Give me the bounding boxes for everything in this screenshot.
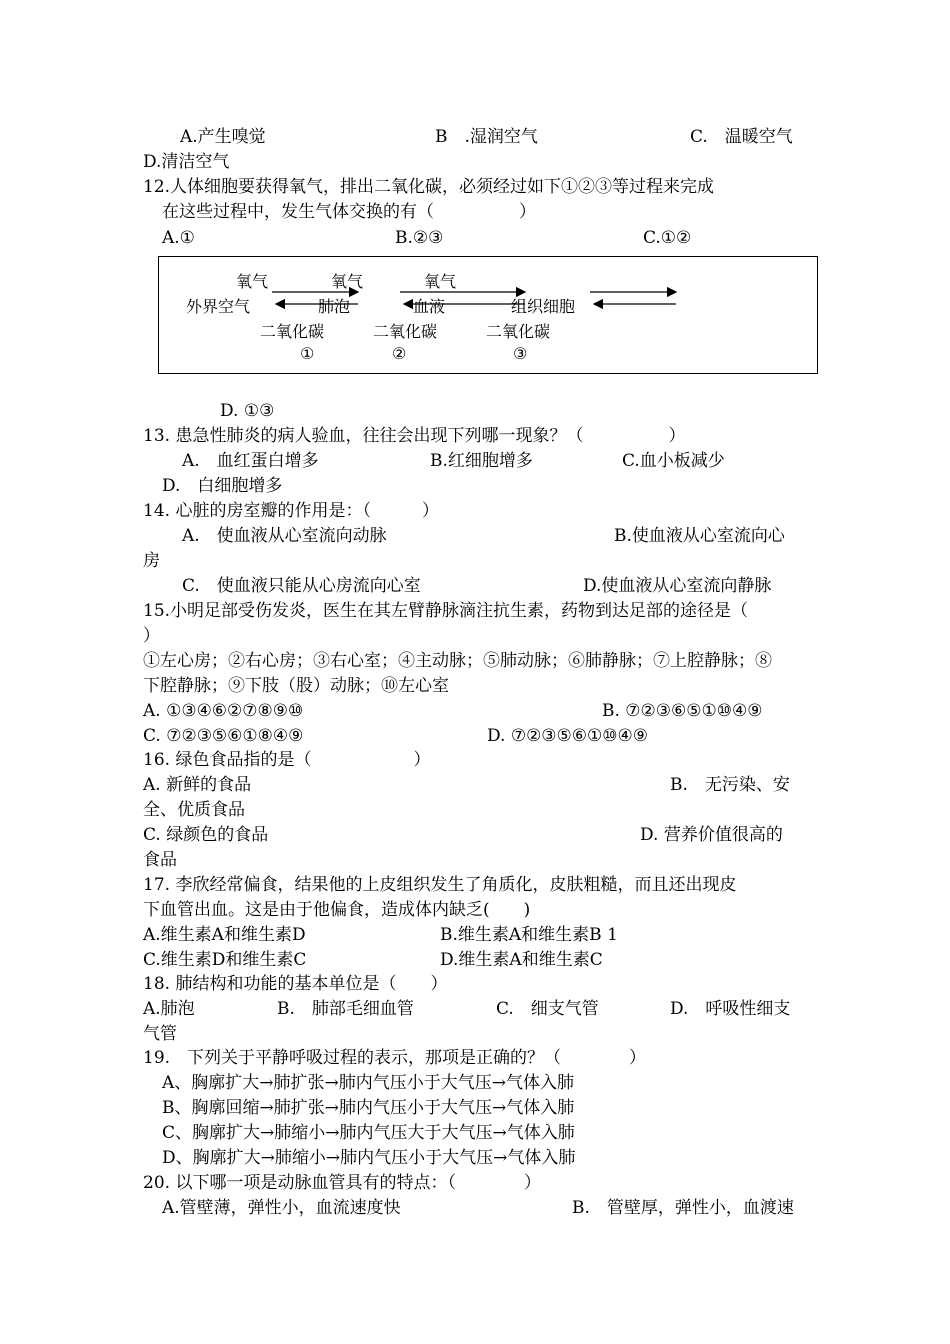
q13-option-c: C.血小板减少 xyxy=(622,451,725,471)
diagram-tissue-cells: 组织细胞 xyxy=(511,297,576,316)
q14-option-a: A. 使血液从心室流向动脉 xyxy=(182,526,387,546)
q14-option-b: B.使血液从心室流向心 xyxy=(614,526,785,546)
q13-option-d: D. 白细胞增多 xyxy=(162,476,283,496)
q20-option-a: A.管壁薄，弹性小，血流速度快 xyxy=(162,1198,401,1218)
q12-option-c: C.①② xyxy=(643,228,692,248)
q19-option-a: A、胸廓扩大→肺扩张→肺内气压小于大气压→气体入肺 xyxy=(162,1073,575,1093)
q20-stem: 20. 以下哪一项是动脉血管具有的特点：（ ） xyxy=(143,1173,541,1193)
q15-option-c: C. ⑦②③⑤⑥①⑧④⑨ xyxy=(143,726,304,746)
q16-option-a: A. 新鲜的食品 xyxy=(143,775,252,795)
diagram-o2-label-1: 氧气 xyxy=(236,272,269,291)
q16-stem: 16. 绿色食品指的是（ ） xyxy=(143,750,431,770)
q14-stem: 14. 心脏的房室瓣的作用是：（ ） xyxy=(143,501,439,521)
q16-option-b-wrap: 全、优质食品 xyxy=(143,800,245,820)
q17-stem: 17. 李欣经常偏食，结果他的上皮组织发生了角质化，皮肤粗糙，而且还出现皮 xyxy=(143,875,737,895)
q16-option-c: C. 绿颜色的食品 xyxy=(143,825,269,845)
q20-option-b: B. 管壁厚，弹性小，血渡速 xyxy=(572,1198,794,1218)
q12-option-b: B.②③ xyxy=(395,228,444,248)
q12-stem: 12.人体细胞要获得氧气，排出二氧化碳，必须经过如下①②③等过程来完成 xyxy=(143,177,715,197)
diagram-number-1: ① xyxy=(300,344,315,363)
q11-option-a: A.产生嗅觉 xyxy=(180,127,266,147)
q18-option-b: B. 肺部毛细血管 xyxy=(277,999,414,1019)
diagram-blood: 血液 xyxy=(413,297,446,316)
q14-option-b-wrap: 房 xyxy=(143,551,160,571)
q17-option-b: B.维生素A和维生素B 1 xyxy=(440,925,618,945)
q15-option-b: B. ⑦②③⑥⑤①⑩④⑨ xyxy=(602,701,763,721)
q19-option-b: B、胸廓回缩→肺扩张→肺内气压小于大气压→气体入肺 xyxy=(162,1098,575,1118)
q19-option-c: C、胸廓扩大→肺缩小→肺内气压大于大气压→气体入肺 xyxy=(162,1123,575,1143)
q14-option-d: D.使血液从心室流向静脉 xyxy=(583,576,772,596)
q11-option-b: B .湿润空气 xyxy=(435,127,538,147)
q17-option-a: A.维生素A和维生素D xyxy=(143,925,306,945)
q18-stem: 18. 肺结构和功能的基本单位是（ ） xyxy=(143,974,448,994)
q15-options-list: ①左心房；②右心房；③右心室；④主动脉；⑤肺动脉；⑥肺静脉；⑦上腔静脉；⑧ xyxy=(143,651,772,671)
diagram-alveoli: 肺泡 xyxy=(318,297,351,316)
diagram-co2-label-3: 二氧化碳 xyxy=(486,322,551,341)
q12-option-a: A.① xyxy=(162,228,195,248)
q17-stem-line2: 下血管出血。这是由于他偏食，造成体内缺乏( ) xyxy=(143,900,531,920)
q15-option-d: D. ⑦②③⑤⑥①⑩④⑨ xyxy=(487,726,648,746)
q11-option-d: D.清洁空气 xyxy=(143,152,230,172)
q18-option-d: D. 呼吸性细支 xyxy=(670,999,791,1019)
q16-option-d: D. 营养价值很高的 xyxy=(640,825,783,845)
diagram-number-3: ③ xyxy=(513,344,528,363)
q13-stem: 13. 患急性肺炎的病人验血，往往会出现下列哪一现象？（ ） xyxy=(143,426,686,446)
q14-option-c: C. 使血液只能从心房流向心室 xyxy=(182,576,421,596)
q13-option-b: B.红细胞增多 xyxy=(430,451,533,471)
diagram-o2-label-2: 氧气 xyxy=(331,272,364,291)
diagram-o2-label-3: 氧气 xyxy=(424,272,457,291)
q13-option-a: A. 血红蛋白增多 xyxy=(182,451,319,471)
q18-option-a: A.肺泡 xyxy=(143,999,195,1019)
q19-option-d: D、胸廓扩大→肺缩小→肺内气压小于大气压→气体入肺 xyxy=(162,1148,576,1168)
q18-option-d-wrap: 气管 xyxy=(143,1024,177,1044)
diagram-number-2: ② xyxy=(392,344,407,363)
diagram-outside-air: 外界空气 xyxy=(186,297,251,316)
q15-stem-line2: ） xyxy=(143,626,160,646)
q16-option-b: B. 无污染、安 xyxy=(670,775,790,795)
q17-option-d: D.维生素A和维生素C xyxy=(440,950,603,970)
q15-option-a: A. ①③④⑥②⑦⑧⑨⑩ xyxy=(143,701,304,721)
diagram-co2-label-1: 二氧化碳 xyxy=(260,322,325,341)
q17-option-c: C.维生素D和维生素C xyxy=(143,950,307,970)
q19-stem: 19. 下列关于平静呼吸过程的表示，那项是正确的？（ ） xyxy=(143,1048,647,1068)
q18-option-c: C. 细支气管 xyxy=(496,999,599,1019)
q12-stem-line2: 在这些过程中，发生气体交换的有（ ） xyxy=(162,202,536,222)
q12-option-d: D. ①③ xyxy=(220,401,275,421)
q15-stem: 15.小明足部受伤发炎，医生在其左臂静脉滴注抗生素，药物到达足部的途径是（ xyxy=(143,601,749,621)
diagram-co2-label-2: 二氧化碳 xyxy=(373,322,438,341)
q11-option-c: C. 温暖空气 xyxy=(690,127,793,147)
q16-option-d-wrap: 食品 xyxy=(143,850,177,870)
q15-options-list-line2: 下腔静脉；⑨下肢（股）动脉；⑩左心室 xyxy=(143,676,449,696)
